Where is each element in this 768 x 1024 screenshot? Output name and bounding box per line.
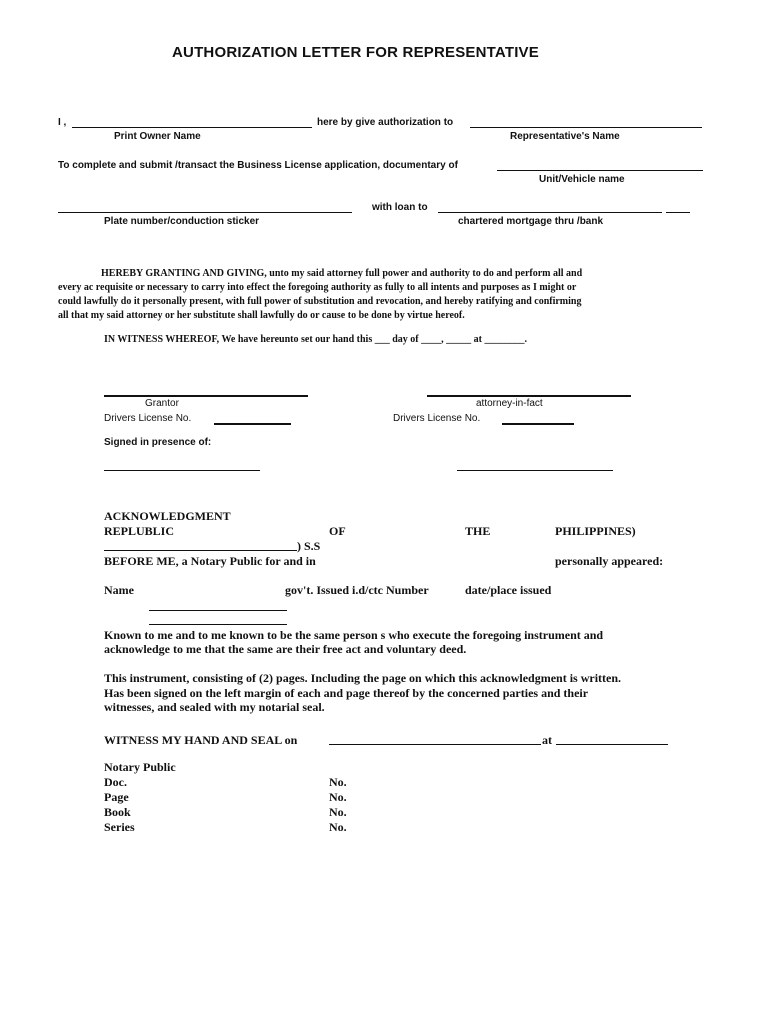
notary-series-label: Series [104,820,135,834]
witness-seal-label: WITNESS MY HAND AND SEAL on [104,733,298,747]
ack-ss: ) S.S [297,539,321,553]
attorney-dl-label: Drivers License No. [393,413,481,424]
notary-series-no: No. [329,820,347,834]
attorney-signature-line[interactable] [427,395,631,397]
col-id-label: gov't. Issued i.d/ctc Number [285,583,429,597]
ack-appeared: personally appeared: [555,554,664,568]
mortgage-bank-label: chartered mortgage thru /bank [458,216,604,227]
ack-philippines: PHILIPPINES) [555,524,636,538]
instrument-line-1: This instrument, consisting of (2) pages. Including the page on which this acknowledgment is written. [104,671,622,685]
line3-mid-text: with loan to [372,202,428,213]
instrument-line-3: witnesses, and sealed with my notarial seal. [104,700,325,714]
witness-seal-date-field[interactable] [329,744,541,745]
notary-doc-label: Doc. [104,775,127,789]
notary-heading: Notary Public [104,760,176,774]
unit-vehicle-field[interactable] [497,170,703,171]
line1-mid-text: here by give authorization to [317,117,454,128]
notary-doc-no: No. [329,775,347,789]
paragraph-line-4: all that my said attorney or her substitute shall lawfully do or cause to be done by virtue hereof. [58,310,465,321]
paragraph-line-2: every ac requisite or necessary to carry into effect the foregoing authority as fully to all intents and purposes as I might or [58,282,577,293]
owner-name-field[interactable] [72,127,312,128]
ss-field[interactable] [104,550,297,551]
witness-line: IN WITNESS WHEREOF, We have hereunto set our hand this ___ day of ____, _____ at ________. [104,334,527,345]
notary-page-no: No. [329,790,347,804]
known-line-2: acknowledge to me that the same are their free act and voluntary deed. [104,642,467,656]
grantor-signature-line[interactable] [104,395,308,397]
notary-book-label: Book [104,805,131,819]
representative-name-field[interactable] [470,127,702,128]
grantor-label: Grantor [145,398,179,409]
paragraph-line-1: HEREBY GRANTING AND GIVING, unto my said attorney full power and authority to do and perform all and [101,268,583,279]
attorney-label: attorney-in-fact [476,398,543,409]
grantor-dl-label: Drivers License No. [104,413,192,424]
col-date-label: date/place issued [465,583,552,597]
witness-seal-place-field[interactable] [556,744,668,745]
name-field-1[interactable] [149,610,287,611]
witness-2-line[interactable] [457,470,613,471]
ack-republic: REPLUBLIC [104,524,175,538]
representative-name-label: Representative's Name [510,131,620,142]
presence-label: Signed in presence of: [104,437,212,448]
name-field-2[interactable] [149,624,287,625]
witness-seal-at: at [542,733,552,747]
grantor-dl-field[interactable] [214,423,291,425]
witness-1-line[interactable] [104,470,260,471]
known-line-1: Known to me and to me known to be the same person s who execute the foregoing instrument and [104,628,604,642]
line1-prefix: I , [58,117,67,128]
instrument-line-2: Has been signed on the left margin of each and page thereof by the concerned parties and their [104,686,589,700]
mortgage-bank-extra-field[interactable] [666,212,690,213]
owner-name-label: Print Owner Name [114,131,201,142]
ack-the: THE [465,524,491,538]
ack-before: BEFORE ME, a Notary Public for and in [104,554,316,568]
ack-heading: ACKNOWLEDGMENT [104,509,231,523]
paragraph-line-3: could lawfully do it personally present, with full power of substitution and revocation, and hereby ratifying and confirming [58,296,582,307]
mortgage-bank-field[interactable] [438,212,662,213]
attorney-dl-field[interactable] [502,423,574,425]
line2-text: To complete and submit /transact the Business License application, documentary of [58,160,458,171]
plate-number-field[interactable] [58,212,352,213]
document-title: AUTHORIZATION LETTER FOR REPRESENTATIVE [172,44,539,61]
plate-number-label: Plate number/conduction sticker [104,216,260,227]
col-name-label: Name [104,583,134,597]
ack-of: OF [329,524,346,538]
notary-page-label: Page [104,790,129,804]
unit-vehicle-label: Unit/Vehicle name [539,174,625,185]
notary-book-no: No. [329,805,347,819]
